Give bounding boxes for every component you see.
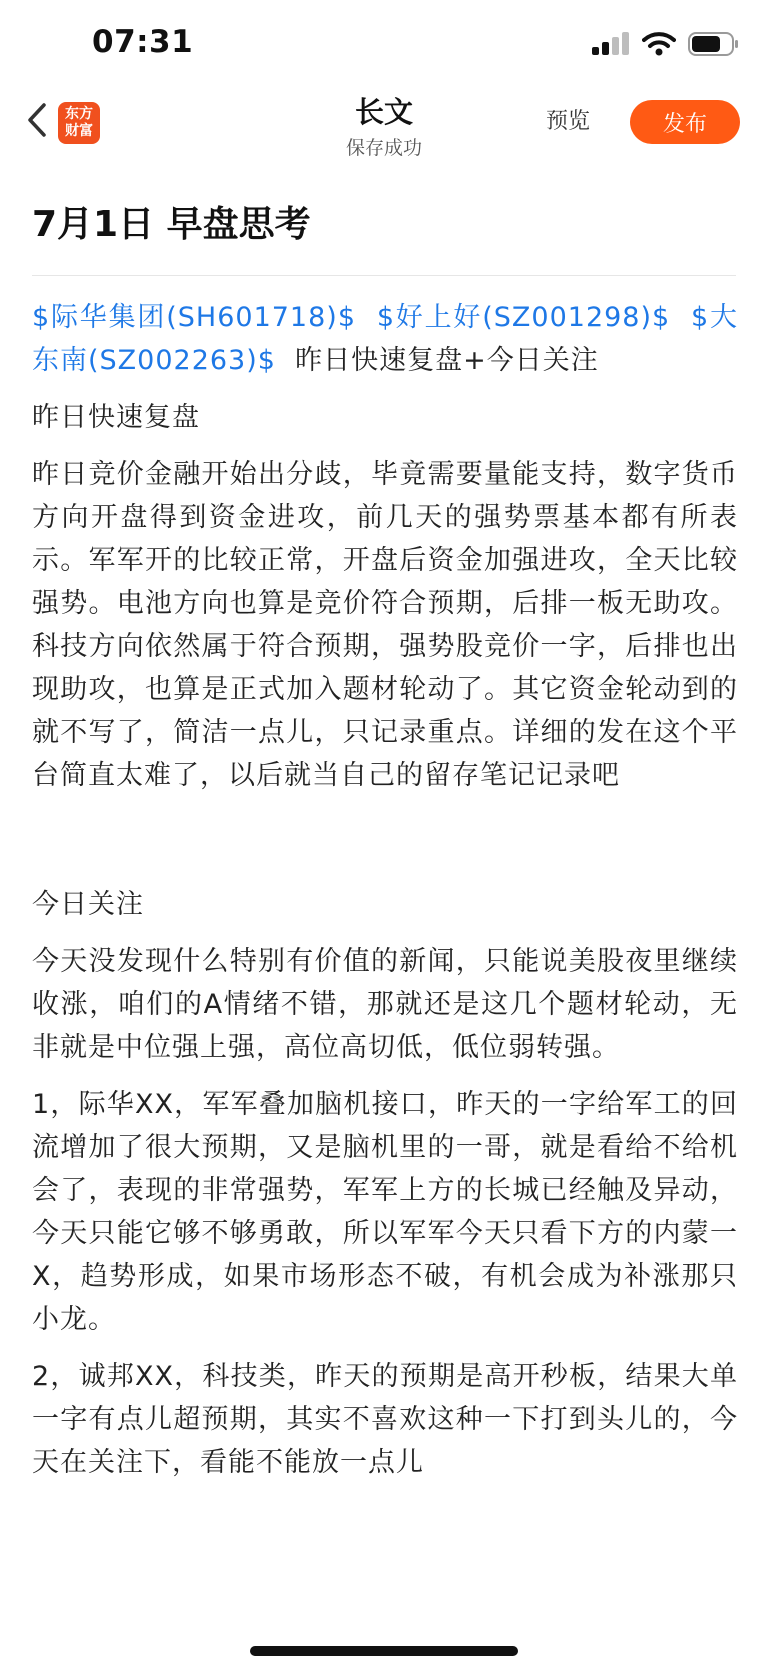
body-paragraph: 今天没发现什么特别有价值的新闻，只能说美股夜里继续收涨，咱们的A情绪不错，那就还是这几个题材轮动，无非就是中位强上强，高位高切低，低位弱转强。 bbox=[32, 946, 738, 1063]
logo-text-line2: 财富 bbox=[65, 123, 93, 139]
body-paragraph: 2，诚邦XX，科技类，昨天的预期是高开秒板，结果大单一字有点儿超预期，其实不喜欢这种一下打到头儿的，今天在关注下，看能不能放一点儿 bbox=[32, 1361, 738, 1478]
home-indicator[interactable] bbox=[250, 1646, 518, 1656]
section-heading: 今日关注 bbox=[32, 889, 144, 920]
body-paragraph: 昨日竞价金融开始出分歧，毕竟需要量能支持，数字货币方向开盘得到资金进攻，前几天的强势票基本都有所表示。军军开的比较正常，开盘后资金加强进攻，全天比较强势。电池方向也算是竞价符合预期，后排一板无助攻。科技方向依然属于符合预期，强势股竞价一字，后排也出现助攻，也算是正式加入题材轮动了。其它资金轮动到的就不写了，简洁一点儿，只记录重点。详细的发在这个平台简直太难了，以后就当自己的留存笔记记录吧 bbox=[32, 459, 738, 791]
title-divider bbox=[32, 275, 736, 276]
status-time: 07:31 bbox=[92, 24, 194, 60]
signal-icon bbox=[592, 31, 630, 57]
stock-tag-link[interactable]: $大东南(SZ002263)$ bbox=[32, 302, 738, 376]
preview-button[interactable]: 预览 bbox=[545, 109, 590, 134]
stock-tag-link[interactable]: $好上好(SZ001298)$ bbox=[376, 302, 671, 333]
status-bar bbox=[0, 0, 768, 86]
battery-icon bbox=[688, 31, 740, 57]
stock-tag-link[interactable]: $际华集团(SH601718)$ bbox=[32, 302, 357, 333]
wifi-icon bbox=[642, 31, 676, 57]
top-navigation-bar bbox=[0, 86, 768, 162]
blank-line bbox=[32, 811, 738, 883]
body-paragraph: 1，际华XX，军军叠加脑机接口，昨天的一字给军工的回流增加了很大预期，又是脑机里的一哥，就是看给不给机会了，表现的非常强势，军军上方的长城已经触及异动，今天只能它够不够勇敢，所以军军今天只看下方的内蒙一X，趋势形成，如果市场形态不破，有机会成为补涨那只小龙。 bbox=[32, 1089, 738, 1335]
stock-tags-paragraph bbox=[32, 296, 738, 382]
section-heading: 昨日快速复盘 bbox=[32, 402, 200, 433]
article-title[interactable]: 7月1日 早盘思考 bbox=[32, 204, 311, 245]
intro-text: 昨日快速复盘+今日关注 bbox=[295, 345, 599, 376]
logo-text-line1: 东方 bbox=[65, 106, 93, 122]
publish-button[interactable]: 发布 bbox=[630, 100, 740, 144]
page-title: 长文 bbox=[354, 95, 413, 129]
status-icons bbox=[592, 30, 740, 58]
save-status: 保存成功 bbox=[345, 137, 422, 159]
article-editor[interactable] bbox=[32, 296, 738, 1498]
